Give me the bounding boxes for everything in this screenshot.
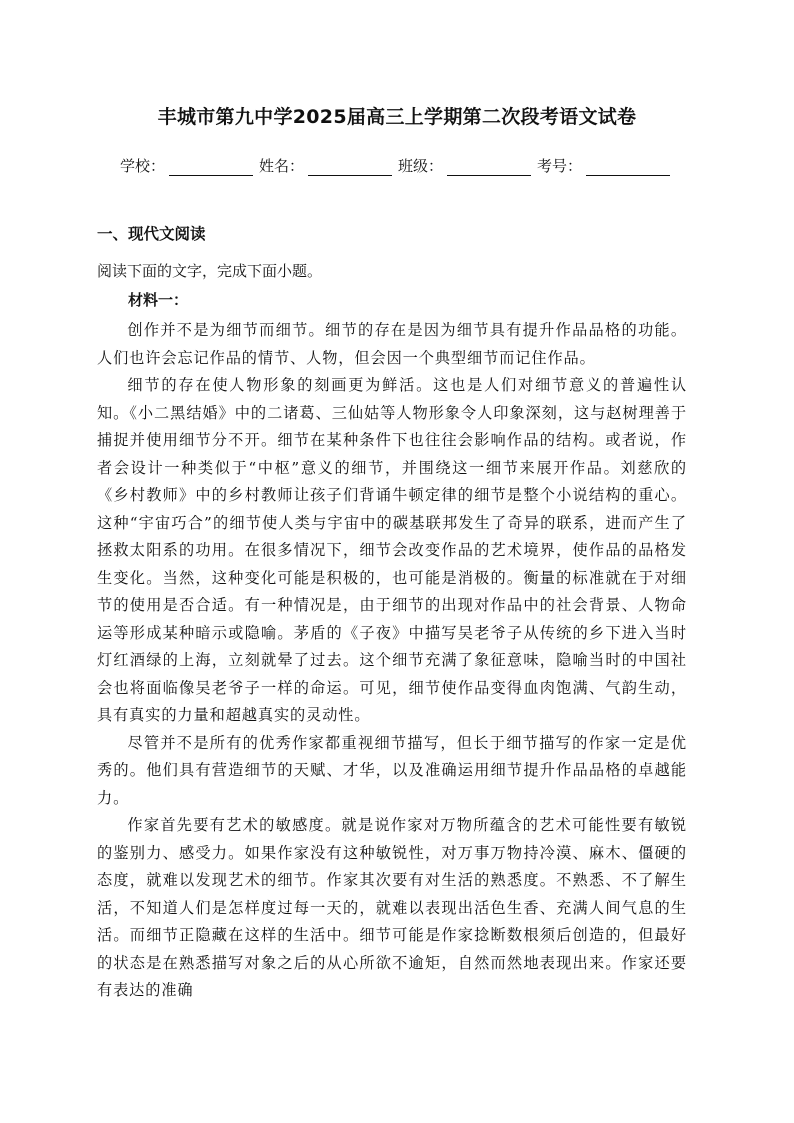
exam-title: 丰城市第九中学2025届高三上学期第二次段考语文试卷 — [157, 106, 637, 128]
school-blank[interactable] — [169, 159, 253, 176]
name-field — [259, 155, 398, 176]
section-heading: 一、现代文阅读 — [97, 225, 206, 243]
passage-paragraph: 尽管并不是所有的优秀作家都重视细节描写，但长于细节描写的作家一定是优秀的。他们具有营造细节的天赋、才华，以及准确运用细节提升作品品格的卓越能力。 — [97, 733, 687, 807]
passage-paragraph: 创作并不是为细节而细节。细节的存在是因为细节具有提升作品品格的功能。人们也许会忘记作品的情节、人物，但会因一个典型细节而记住作品。 — [97, 321, 687, 367]
exam-number-blank[interactable] — [586, 159, 670, 176]
passage-paragraph: 细节的存在使人物形象的刻画更为鲜活。这也是人们对细节意义的普遍性认知。《小二黑结婚》中的二诸葛、三仙姑等人物形象令人印象深刻，这与赵树理善于捕捉并使用细节分不开。细节在某种条件下也往往会影响作品的结构。或者说，作者会设计一种类似于“中枢”意义的细节，并围绕这一细节来展开作品。刘慈欣的《乡村教师》中的乡村教师让孩子们背诵牛顿定律的细节是整个小说结构的重心。这种“宇宙巧合”的细节使人类与宇宙中的碳基联邦发生了奇异的联系，进而产生了拯救太阳系的功用。在很多情况下，细节会改变作品的艺术境界，使作品的品格发生变化。当然，这种变化可能是积极的，也可能是消极的。衡量的标准就在于对细节的使用是否合适。有一种情况是，由于细节的出现对作品中的社会背景、人物命运等形成某种暗示或隐喻。茅盾的《子夜》中描写吴老爷子从传统的乡下进入当时灯红酒绿的上海，立刻就晕了过去。这个细节充满了象征意味，隐喻当时的中国社会也将面临像吴老爷子一样的命运。可见，细节使作品变得血肉饱满、气韵生动，具有真实的力量和超越真实的灵动性。 — [97, 376, 687, 724]
class-blank[interactable] — [447, 159, 531, 176]
name-label: 姓名： — [259, 157, 305, 175]
student-info-fields — [120, 155, 680, 176]
material-label: 材料一： — [128, 291, 189, 309]
exam-number-label: 考号： — [537, 157, 583, 175]
name-blank[interactable] — [308, 159, 392, 176]
class-label: 班级： — [398, 157, 444, 175]
school-field — [120, 155, 259, 176]
passage-paragraph: 作家首先要有艺术的敏感度。就是说作家对万物所蕴含的艺术可能性要有敏锐的鉴别力、感受力。如果作家没有这种敏锐性，对万事万物持冷漠、麻木、僵硬的态度，就难以发现艺术的细节。作家其次要有对生活的熟悉度。不熟悉、不了解生活，不知道人们是怎样度过每一天的，就难以表现出活色生香、充满人间气息的生活。而细节正隐藏在这样的生活中。细节可能是作家捻断数根须后创造的，但最好的状态是在熟悉描写对象之后的从心所欲不逾矩，自然而然地表现出来。作家还要有表达的准确 — [97, 816, 687, 999]
class-field — [398, 155, 537, 176]
school-label: 学校： — [120, 157, 166, 175]
reading-passage — [97, 317, 687, 1005]
exam-number-field — [537, 155, 676, 176]
reading-instruction: 阅读下面的文字，完成下面小题。 — [97, 262, 323, 280]
